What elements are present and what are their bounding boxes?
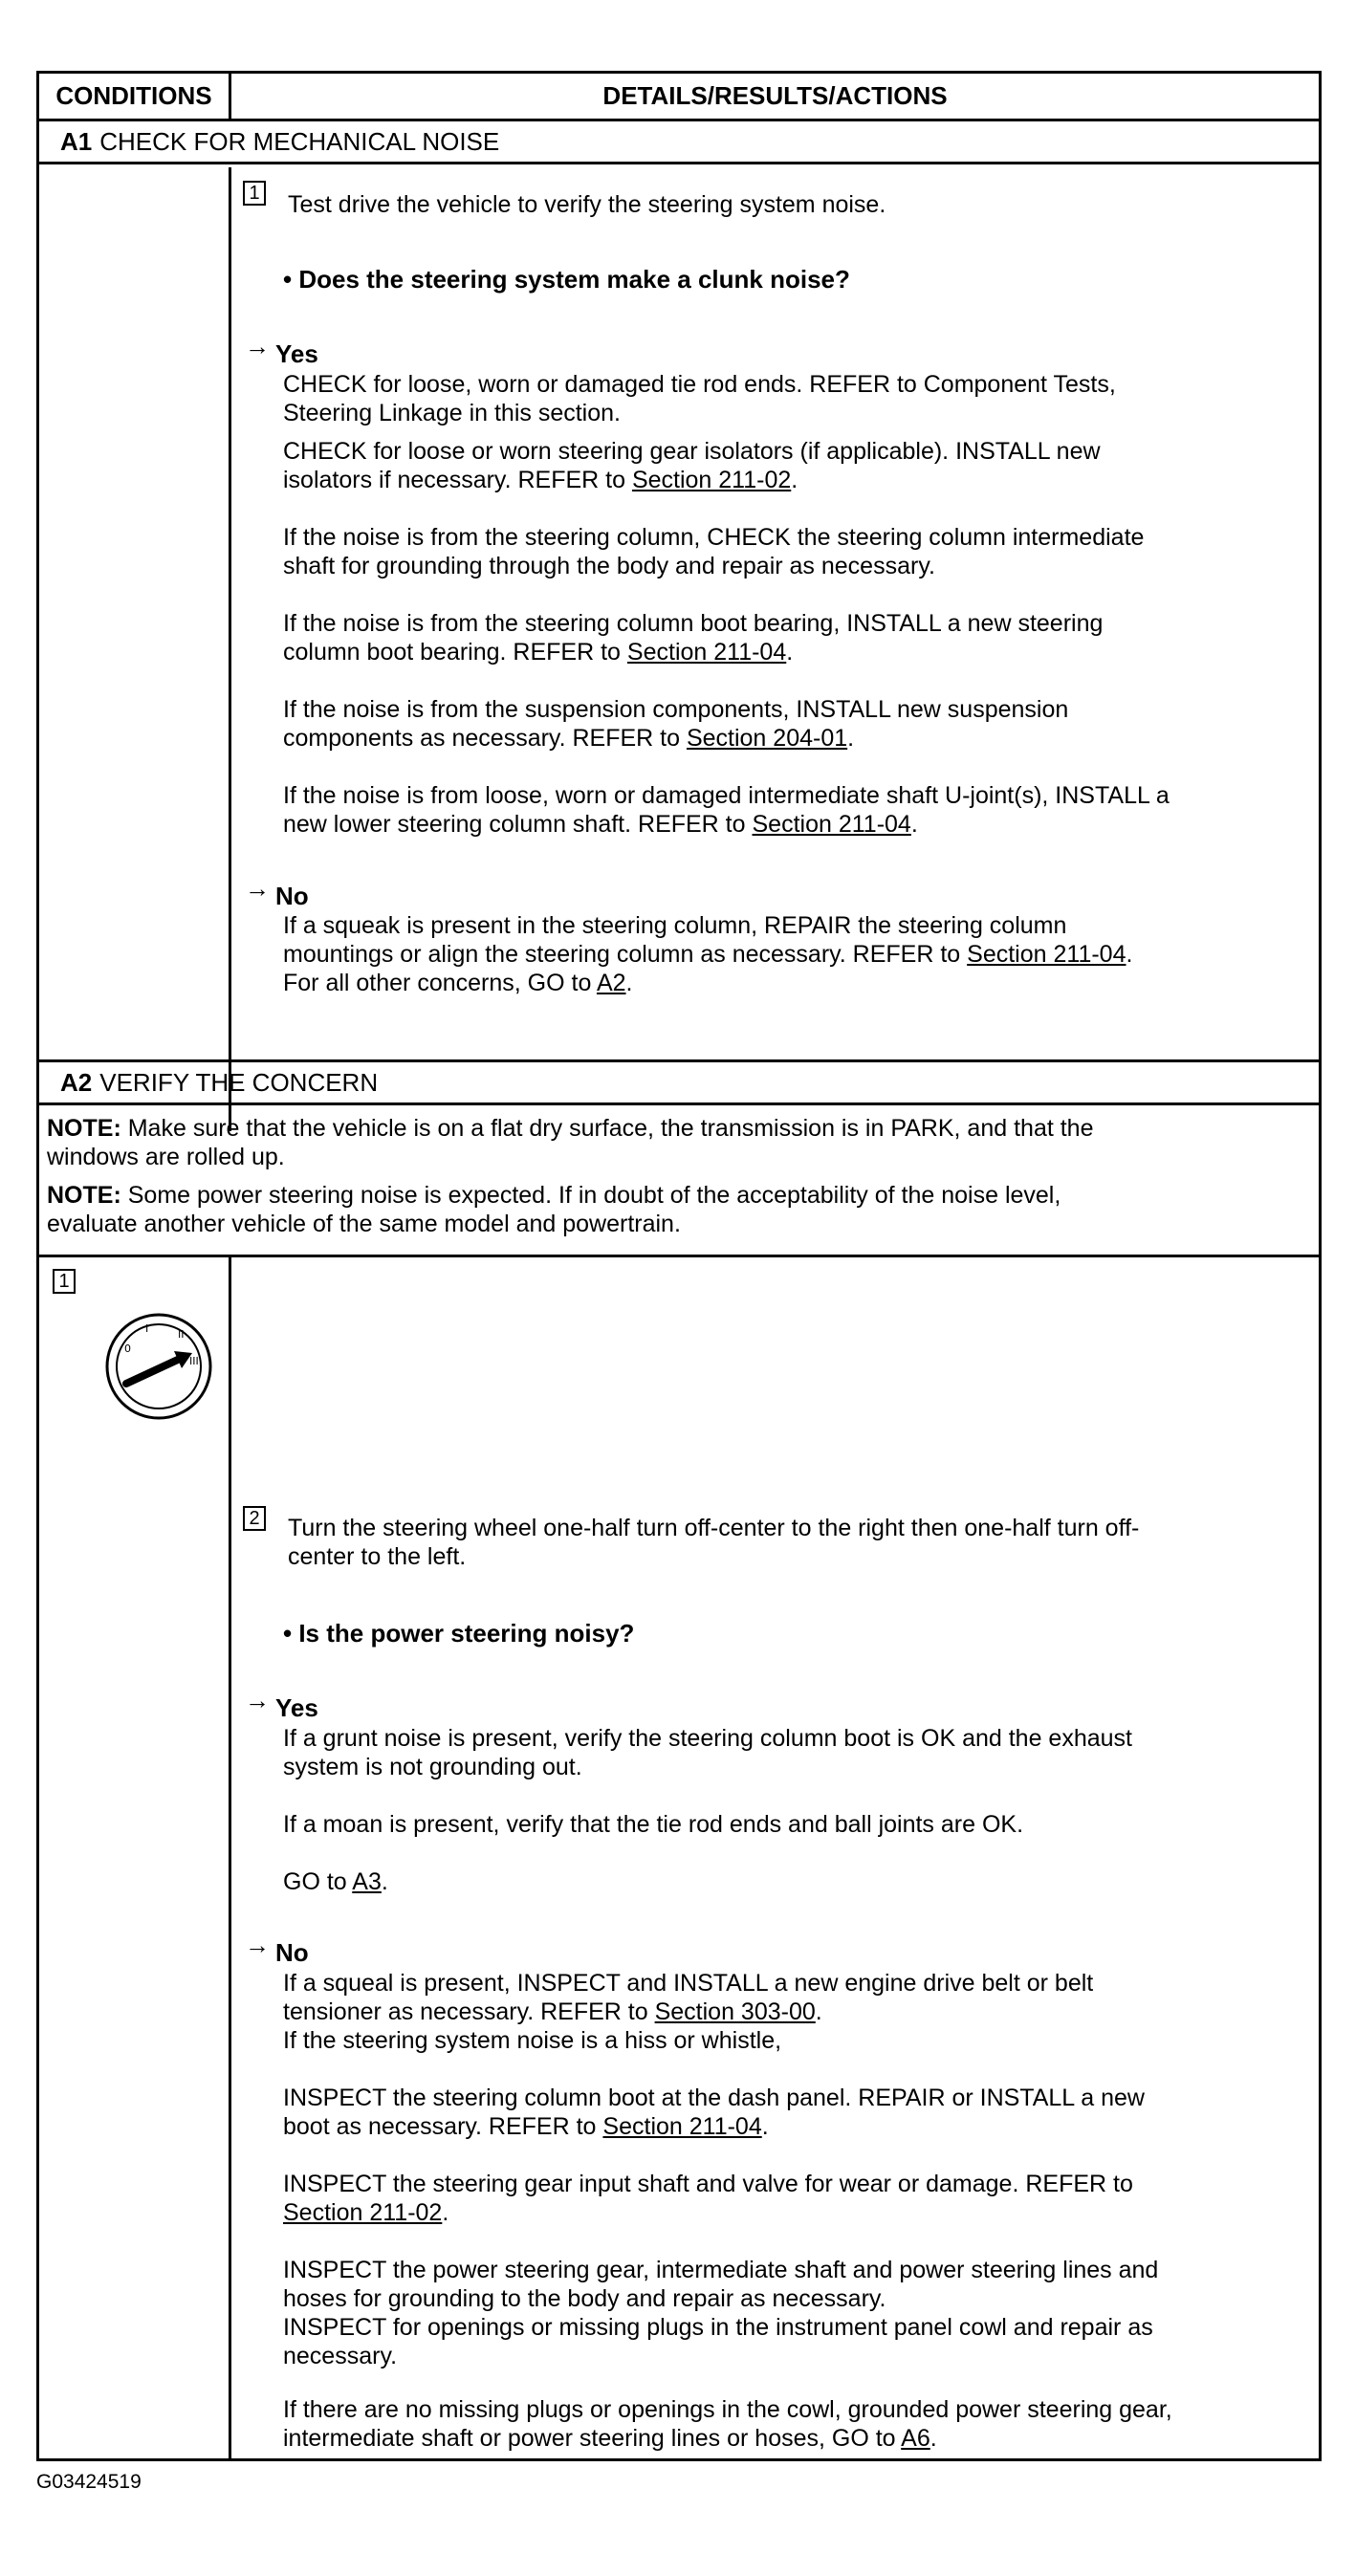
a2-no-line: Section 211-02. xyxy=(283,2199,449,2226)
section-link[interactable]: Section 211-04 xyxy=(752,811,911,838)
a1-yes-line: shaft for grounding through the body and repair as necessary. xyxy=(283,553,935,579)
a2-no-label: → No xyxy=(245,1931,309,1967)
a1-step-text: Test drive the vehicle to verify the steering system noise. xyxy=(288,191,886,218)
svg-text:III: III xyxy=(189,1355,199,1367)
step-link[interactable]: A3 xyxy=(352,1868,382,1895)
a2-step-text: Turn the steering wheel one-half turn off-center to the right then one-half turn off- xyxy=(288,1515,1140,1541)
table-header xyxy=(39,74,1319,121)
a2-no-line: necessary. xyxy=(283,2343,398,2369)
step-link[interactable]: A6 xyxy=(901,2425,930,2452)
section-a2-title xyxy=(39,1062,1319,1105)
note-label: NOTE: xyxy=(47,1182,121,1209)
a2-no-line: INSPECT the steering gear input shaft and valve for wear or damage. REFER to xyxy=(283,2171,1133,2197)
svg-text:I: I xyxy=(145,1322,149,1335)
a2-no-line: If a squeal is present, INSPECT and INSTALL a new engine drive belt or belt xyxy=(283,1970,1094,1997)
note-1: NOTE: Make sure that the vehicle is on a flat dry surface, the transmission is in PARK, and that the windows are rolled up. xyxy=(47,1115,1094,1170)
note-label: NOTE: xyxy=(47,1115,121,1142)
step-number-box: 1 xyxy=(53,1269,76,1294)
a1-yes-line: column boot bearing. REFER to Section 211-04. xyxy=(283,639,794,666)
a1-yes-line: If the noise is from the suspension components, INSTALL new suspension xyxy=(283,696,1069,723)
a2-no-line: tensioner as necessary. REFER to Section 303-00. xyxy=(283,1998,822,2025)
diagnostic-table xyxy=(36,71,1322,2461)
a1-no-line: If a squeak is present in the steering column, REPAIR the steering column xyxy=(283,912,1067,939)
a2-no-line: INSPECT the steering column boot at the dash panel. REPAIR or INSTALL a new xyxy=(283,2085,1145,2111)
a1-yes-line: CHECK for loose, worn or damaged tie rod ends. REFER to Component Tests, xyxy=(283,371,1116,398)
right-arrow-icon: → xyxy=(245,874,270,903)
a2-no-line: INSPECT for openings or missing plugs in the instrument panel cowl and repair as xyxy=(283,2314,1153,2341)
section-link[interactable]: Section 211-02 xyxy=(283,2199,443,2226)
figure-id: G03424519 xyxy=(36,2471,142,2493)
a1-title: CHECK FOR MECHANICAL NOISE xyxy=(99,126,500,156)
a2-no-line: If there are no missing plugs or openings in the cowl, grounded power steering gear, xyxy=(283,2396,1172,2423)
conditions-header: CONDITIONS xyxy=(39,74,231,119)
a2-yes-line: If a grunt noise is present, verify the steering column boot is OK and the exhaust xyxy=(283,1725,1132,1752)
a1-question: • Does the steering system make a clunk noise? xyxy=(283,265,850,294)
section-link[interactable]: Section 204-01 xyxy=(686,725,848,752)
details-header: DETAILS/RESULTS/ACTIONS xyxy=(602,81,948,110)
right-arrow-icon: → xyxy=(245,332,270,360)
section-link[interactable]: Section 211-04 xyxy=(602,2113,762,2140)
a2-yes-line: system is not grounding out. xyxy=(283,1754,582,1780)
a1-no-label: → No xyxy=(245,874,309,910)
a1-code: A1 xyxy=(60,126,93,156)
a1-no-line: mountings or align the steering column as necessary. REFER to Section 211-04. xyxy=(283,941,1133,968)
a1-yes-line: isolators if necessary. REFER to Section 211-02. xyxy=(283,467,798,493)
section-link[interactable]: Section 211-04 xyxy=(626,639,787,666)
a1-no-line: For all other concerns, GO to A2. xyxy=(283,970,633,996)
a2-code: A2 xyxy=(60,1067,93,1097)
step-link[interactable]: A2 xyxy=(596,970,626,996)
a2-question: • Is the power steering noisy? xyxy=(283,1619,635,1648)
a2-no-line: boot as necessary. REFER to Section 211-04. xyxy=(283,2113,769,2140)
a2-step-text: center to the left. xyxy=(288,1543,467,1570)
a1-yes-line: CHECK for loose or worn steering gear isolators (if applicable). INSTALL new xyxy=(283,438,1101,465)
a2-no-line: If the steering system noise is a hiss or whistle, xyxy=(283,2027,782,2054)
step-number-box: 1 xyxy=(243,181,266,206)
a1-yes-label: → Yes xyxy=(245,332,318,368)
section-a1-title xyxy=(39,121,1319,164)
a2-yes-line: If a moan is present, verify that the tie rod ends and ball joints are OK. xyxy=(283,1811,1024,1838)
right-arrow-icon: → xyxy=(245,1686,270,1714)
section-link[interactable]: Section 211-02 xyxy=(631,467,792,493)
a2-yes-line: GO to A3. xyxy=(283,1868,388,1895)
column-divider xyxy=(229,167,231,1131)
a1-yes-line: If the noise is from the steering column boot bearing, INSTALL a new steering xyxy=(283,610,1104,637)
a1-yes-line: new lower steering column shaft. REFER to Section 211-04. xyxy=(283,811,918,838)
a2-no-line: INSPECT the power steering gear, intermediate shaft and power steering lines and xyxy=(283,2257,1159,2283)
a2-no-line: hoses for grounding to the body and repair as necessary. xyxy=(283,2285,886,2312)
svg-text:0: 0 xyxy=(124,1343,131,1355)
section-link[interactable]: Section 303-00 xyxy=(654,1998,816,2025)
ignition-switch-icon xyxy=(101,1309,216,1424)
right-arrow-icon: → xyxy=(245,1931,270,1959)
a1-yes-line: components as necessary. REFER to Section 204-01. xyxy=(283,725,855,752)
section-link[interactable]: Section 211-04 xyxy=(967,941,1126,968)
a2-yes-label: → Yes xyxy=(245,1686,318,1722)
step-number-box: 2 xyxy=(243,1506,266,1531)
a2-no-line: intermediate shaft or power steering lines or hoses, GO to A6. xyxy=(283,2425,937,2452)
a1-yes-line: If the noise is from the steering column, CHECK the steering column intermediate xyxy=(283,524,1145,551)
column-divider xyxy=(229,1257,231,2461)
svg-text:II: II xyxy=(178,1328,185,1341)
a2-title: VERIFY THE CONCERN xyxy=(99,1067,379,1097)
note-2: NOTE: Some power steering noise is expected. If in doubt of the acceptability of the noise level, evaluate another vehicle of the same model and powertrain. xyxy=(47,1182,1061,1237)
a1-yes-line: Steering Linkage in this section. xyxy=(283,400,621,426)
a1-yes-line: If the noise is from loose, worn or damaged intermediate shaft U-joint(s), INSTALL a xyxy=(283,782,1170,809)
